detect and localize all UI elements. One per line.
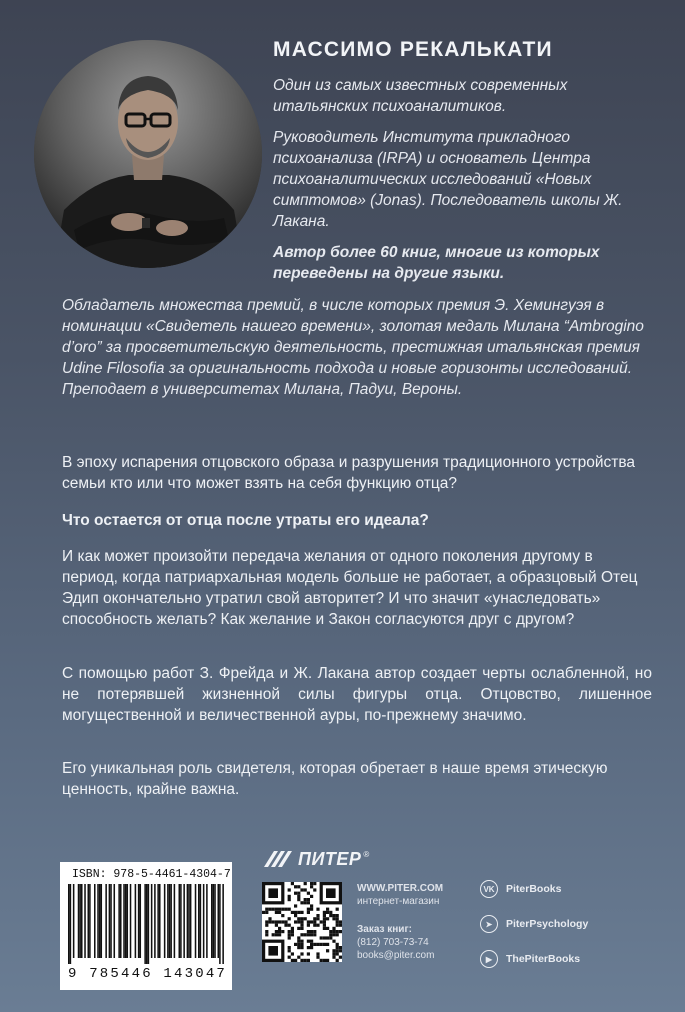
order-phone: (812) 703-73-74 <box>357 937 429 948</box>
barcode-image <box>68 884 224 964</box>
description-paragraph: С помощью работ З. Фрейда и Ж. Лакана автор создает черты ослабленной, но не потерявшей жизненной силы фигуры отца. Отцовство, лишенное могущественной и величественной ауры, по-прежнему значимо. <box>62 665 652 724</box>
author-bio-institute: Руководитель Института прикладного психоанализа (IRPA) и основатель Центра психоаналитических исследований «Новых симптомов» (Jonas). Последователь школы Ж. Лакана. <box>273 129 623 230</box>
social-link-vk[interactable] <box>480 880 561 898</box>
vk-icon: VK <box>480 880 498 898</box>
publisher-logo <box>262 846 369 872</box>
youtube-icon: ▶ <box>480 950 498 968</box>
social-link-telegram[interactable] <box>480 915 588 933</box>
telegram-icon: ➤ <box>480 915 498 933</box>
publisher-shop-label: интернет-магазин <box>357 896 440 907</box>
description-question: Что остается от отца после утраты его идеала? <box>62 512 429 529</box>
publisher-name: ПИТЕР <box>298 848 362 869</box>
description-paragraph: И как может произойти передача желания от одного поколения другому в период, когда патриархальная модель больше не работает, а образцовый Отец Эдип окончательно утратил свой авторитет? И что значит «унаследовать» способность желать? Как желание и Закон согласуются друг с другом? <box>62 548 638 628</box>
author-photo-image <box>34 40 262 268</box>
description-paragraph: Его уникальная роль свидетеля, которая обретает в наше время этическую ценность, крайне важна. <box>62 760 608 798</box>
barcode-digits: 9 785446 143047 <box>68 966 228 982</box>
registered-mark: ® <box>363 849 370 859</box>
author-name: МАССИМО РЕКАЛЬКАТИ <box>273 38 553 61</box>
qr-code[interactable] <box>262 882 342 962</box>
isbn-barcode <box>60 862 232 990</box>
social-label: PiterPsychology <box>506 918 589 930</box>
author-bio-intro: Один из самых известных современных итальянских психоаналитиков. <box>273 77 568 115</box>
publisher-website-link[interactable]: WWW.PITER.COM <box>357 883 444 894</box>
author-portrait <box>34 40 262 268</box>
author-bio-books: Автор более 60 книг, многие из которых переведены на другие языки. <box>273 244 600 282</box>
social-label: PiterBooks <box>506 883 562 895</box>
social-link-youtube[interactable] <box>480 950 580 968</box>
publisher-mark-icon <box>262 849 294 869</box>
order-email-link[interactable]: books@piter.com <box>357 950 435 961</box>
social-label: ThePiterBooks <box>506 953 581 965</box>
order-label: Заказ книг: <box>357 924 412 935</box>
author-awards: Обладатель множества премий, в числе которых премия Э. Хемингуэя в номинации «Свидетель нашего времени», золотая медаль Милана “Ambrogino d’oro” за просветительскую деятельность, престижная итальянская премия Udine Filosofia за оригинальность подхода и новые горизонты исследований. Преподает в университетах Милана, Падуи, Вероны. <box>62 297 644 398</box>
description-paragraph: В эпоху испарения отцовского образа и разрушения традиционного устройства семьи кто или что может взять на себя функцию отца? <box>62 454 636 492</box>
isbn-number: ISBN: 978-5-4461-4304-7 <box>72 868 231 881</box>
